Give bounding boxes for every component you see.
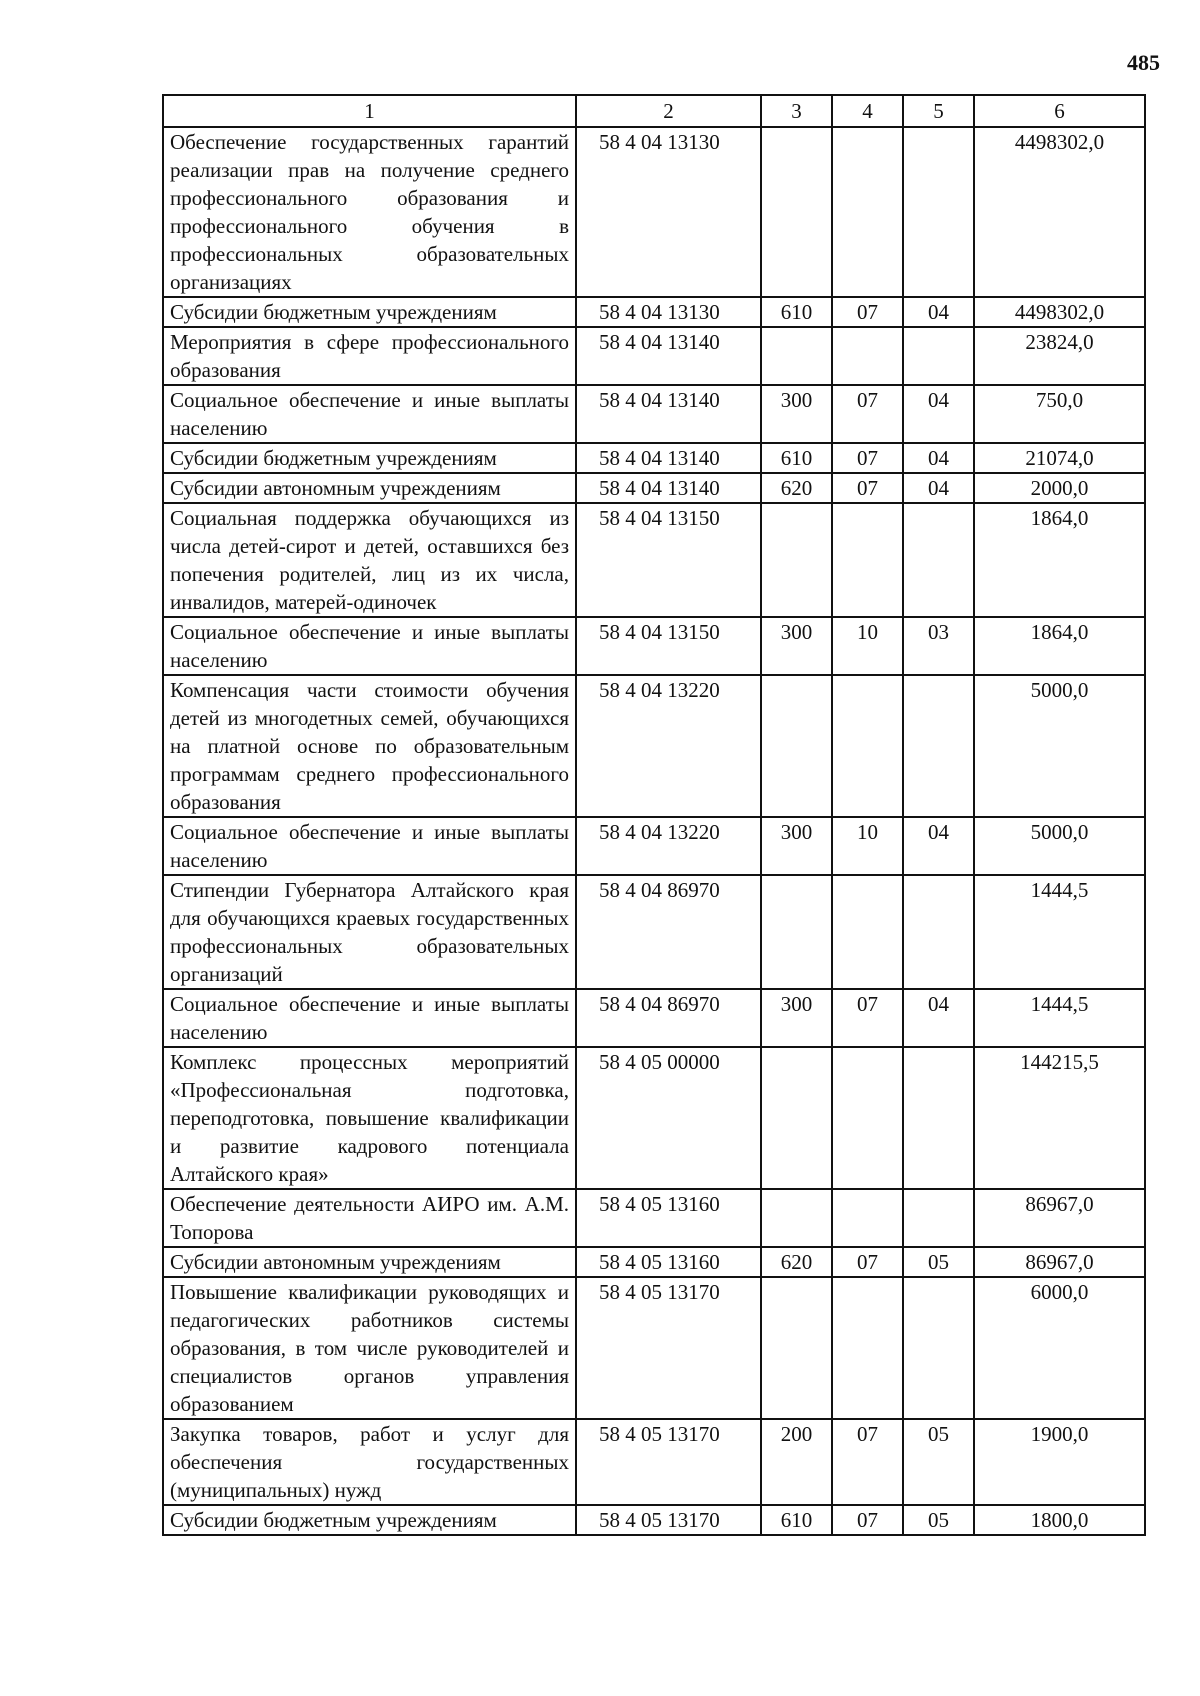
cell-amount: 5000,0 <box>974 675 1145 817</box>
table-row <box>163 297 1145 327</box>
cell-name: Повышение квалификации руководящих и педагогических работников системы образования, в том числе руководителей и специалистов органов управления образованием <box>163 1277 576 1419</box>
cell-col-4: 07 <box>832 1419 903 1505</box>
cell-code: 58 4 04 13220 <box>576 675 761 817</box>
cell-col-4: 07 <box>832 443 903 473</box>
table-row <box>163 1189 1145 1247</box>
cell-amount: 2000,0 <box>974 473 1145 503</box>
table-row <box>163 675 1145 817</box>
cell-code: 58 4 05 00000 <box>576 1047 761 1189</box>
cell-col-4 <box>832 675 903 817</box>
table-row <box>163 1277 1145 1419</box>
cell-code: 58 4 04 86970 <box>576 875 761 989</box>
cell-name: Субсидии бюджетным учреждениям <box>163 443 576 473</box>
cell-col-5 <box>903 327 974 385</box>
cell-col-4 <box>832 503 903 617</box>
header-col-2: 2 <box>576 95 761 127</box>
cell-col-5 <box>903 1189 974 1247</box>
cell-amount: 86967,0 <box>974 1189 1145 1247</box>
cell-col-3: 300 <box>761 989 832 1047</box>
cell-col-3 <box>761 675 832 817</box>
cell-col-5: 04 <box>903 817 974 875</box>
cell-code: 58 4 04 13140 <box>576 443 761 473</box>
cell-col-5: 04 <box>903 473 974 503</box>
cell-amount: 5000,0 <box>974 817 1145 875</box>
table-row <box>163 1505 1145 1535</box>
table-row <box>163 503 1145 617</box>
cell-col-5: 05 <box>903 1505 974 1535</box>
cell-amount: 750,0 <box>974 385 1145 443</box>
cell-amount: 23824,0 <box>974 327 1145 385</box>
cell-col-5: 04 <box>903 989 974 1047</box>
cell-col-3: 610 <box>761 297 832 327</box>
cell-amount: 1900,0 <box>974 1419 1145 1505</box>
cell-name: Социальная поддержка обучающихся из числа детей-сирот и детей, оставшихся без попечения родителей, лиц из их числа, инвалидов, матерей-одиночек <box>163 503 576 617</box>
cell-col-4 <box>832 127 903 297</box>
cell-amount: 1444,5 <box>974 989 1145 1047</box>
table-row <box>163 617 1145 675</box>
header-col-4: 4 <box>832 95 903 127</box>
cell-col-4: 07 <box>832 989 903 1047</box>
cell-name: Закупка товаров, работ и услуг для обеспечения государственных (муниципальных) нужд <box>163 1419 576 1505</box>
table-header-row <box>163 95 1145 127</box>
cell-col-4: 10 <box>832 617 903 675</box>
cell-name: Компенсация части стоимости обучения детей из многодетных семей, обучающихся на платной основе по образовательным программам среднего профессионального образования <box>163 675 576 817</box>
table-row <box>163 1247 1145 1277</box>
cell-col-4: 10 <box>832 817 903 875</box>
cell-code: 58 4 04 13140 <box>576 473 761 503</box>
page-number: 485 <box>1127 50 1160 75</box>
cell-name: Субсидии автономным учреждениям <box>163 473 576 503</box>
cell-col-3: 200 <box>761 1419 832 1505</box>
cell-code: 58 4 04 13140 <box>576 327 761 385</box>
cell-col-4: 07 <box>832 385 903 443</box>
table-body <box>163 127 1145 1535</box>
cell-col-3: 300 <box>761 385 832 443</box>
cell-col-4 <box>832 327 903 385</box>
cell-code: 58 4 05 13160 <box>576 1247 761 1277</box>
cell-name: Субсидии бюджетным учреждениям <box>163 1505 576 1535</box>
cell-col-4: 07 <box>832 1505 903 1535</box>
cell-col-4 <box>832 1277 903 1419</box>
cell-col-5: 04 <box>903 297 974 327</box>
table-row <box>163 473 1145 503</box>
cell-name: Стипендии Губернатора Алтайского края для обучающихся краевых государственных профессиональных образовательных организаций <box>163 875 576 989</box>
cell-col-3 <box>761 1189 832 1247</box>
cell-name: Субсидии бюджетным учреждениям <box>163 297 576 327</box>
cell-code: 58 4 05 13160 <box>576 1189 761 1247</box>
cell-col-3: 300 <box>761 617 832 675</box>
header-col-6: 6 <box>974 95 1145 127</box>
table-row <box>163 327 1145 385</box>
table-row <box>163 1047 1145 1189</box>
cell-col-3 <box>761 327 832 385</box>
cell-col-3 <box>761 1277 832 1419</box>
cell-name: Социальное обеспечение и иные выплаты населению <box>163 385 576 443</box>
table-row <box>163 443 1145 473</box>
table-row <box>163 875 1145 989</box>
cell-col-4: 07 <box>832 297 903 327</box>
cell-amount: 1864,0 <box>974 503 1145 617</box>
cell-col-3 <box>761 875 832 989</box>
cell-col-5: 05 <box>903 1419 974 1505</box>
cell-amount: 6000,0 <box>974 1277 1145 1419</box>
cell-name: Социальное обеспечение и иные выплаты населению <box>163 989 576 1047</box>
cell-col-4 <box>832 875 903 989</box>
cell-col-4 <box>832 1047 903 1189</box>
cell-col-3: 610 <box>761 1505 832 1535</box>
cell-col-5: 04 <box>903 443 974 473</box>
cell-code: 58 4 04 13130 <box>576 127 761 297</box>
cell-col-4: 07 <box>832 1247 903 1277</box>
table-header <box>163 95 1145 127</box>
cell-col-3 <box>761 503 832 617</box>
cell-amount: 4498302,0 <box>974 297 1145 327</box>
cell-col-5 <box>903 1277 974 1419</box>
cell-col-3: 610 <box>761 443 832 473</box>
cell-amount: 1864,0 <box>974 617 1145 675</box>
cell-amount: 21074,0 <box>974 443 1145 473</box>
table-row <box>163 1419 1145 1505</box>
cell-name: Социальное обеспечение и иные выплаты населению <box>163 817 576 875</box>
cell-code: 58 4 04 13220 <box>576 817 761 875</box>
cell-col-5 <box>903 1047 974 1189</box>
cell-name: Мероприятия в сфере профессионального образования <box>163 327 576 385</box>
cell-col-5 <box>903 675 974 817</box>
cell-col-3: 620 <box>761 1247 832 1277</box>
table-row <box>163 385 1145 443</box>
cell-code: 58 4 04 13140 <box>576 385 761 443</box>
cell-col-5: 03 <box>903 617 974 675</box>
cell-name: Комплекс процессных мероприятий «Профессиональная подготовка, переподготовка, повышение квалификации и развитие кадрового потенциала Алтайского края» <box>163 1047 576 1189</box>
cell-name: Обеспечение деятельности АИРО им. А.М. Топорова <box>163 1189 576 1247</box>
cell-code: 58 4 04 13150 <box>576 617 761 675</box>
budget-table <box>162 94 1146 1536</box>
cell-col-4: 07 <box>832 473 903 503</box>
cell-code: 58 4 05 13170 <box>576 1277 761 1419</box>
header-col-5: 5 <box>903 95 974 127</box>
header-col-3: 3 <box>761 95 832 127</box>
cell-col-3 <box>761 127 832 297</box>
cell-code: 58 4 04 13130 <box>576 297 761 327</box>
cell-amount: 4498302,0 <box>974 127 1145 297</box>
cell-name: Субсидии автономным учреждениям <box>163 1247 576 1277</box>
cell-amount: 86967,0 <box>974 1247 1145 1277</box>
cell-code: 58 4 04 86970 <box>576 989 761 1047</box>
cell-amount: 1800,0 <box>974 1505 1145 1535</box>
cell-code: 58 4 05 13170 <box>576 1505 761 1535</box>
cell-col-5: 05 <box>903 1247 974 1277</box>
cell-col-3: 300 <box>761 817 832 875</box>
cell-amount: 1444,5 <box>974 875 1145 989</box>
cell-col-5: 04 <box>903 385 974 443</box>
cell-col-5 <box>903 127 974 297</box>
cell-code: 58 4 05 13170 <box>576 1419 761 1505</box>
cell-col-3: 620 <box>761 473 832 503</box>
table-row <box>163 127 1145 297</box>
cell-col-5 <box>903 875 974 989</box>
cell-col-4 <box>832 1189 903 1247</box>
cell-code: 58 4 04 13150 <box>576 503 761 617</box>
cell-col-5 <box>903 503 974 617</box>
cell-name: Обеспечение государственных гарантий реализации прав на получение среднего профессионального образования и профессионального обучения в профессиональных образовательных организациях <box>163 127 576 297</box>
table-row <box>163 989 1145 1047</box>
table-row <box>163 817 1145 875</box>
cell-name: Социальное обеспечение и иные выплаты населению <box>163 617 576 675</box>
cell-col-3 <box>761 1047 832 1189</box>
cell-amount: 144215,5 <box>974 1047 1145 1189</box>
header-col-1: 1 <box>163 95 576 127</box>
